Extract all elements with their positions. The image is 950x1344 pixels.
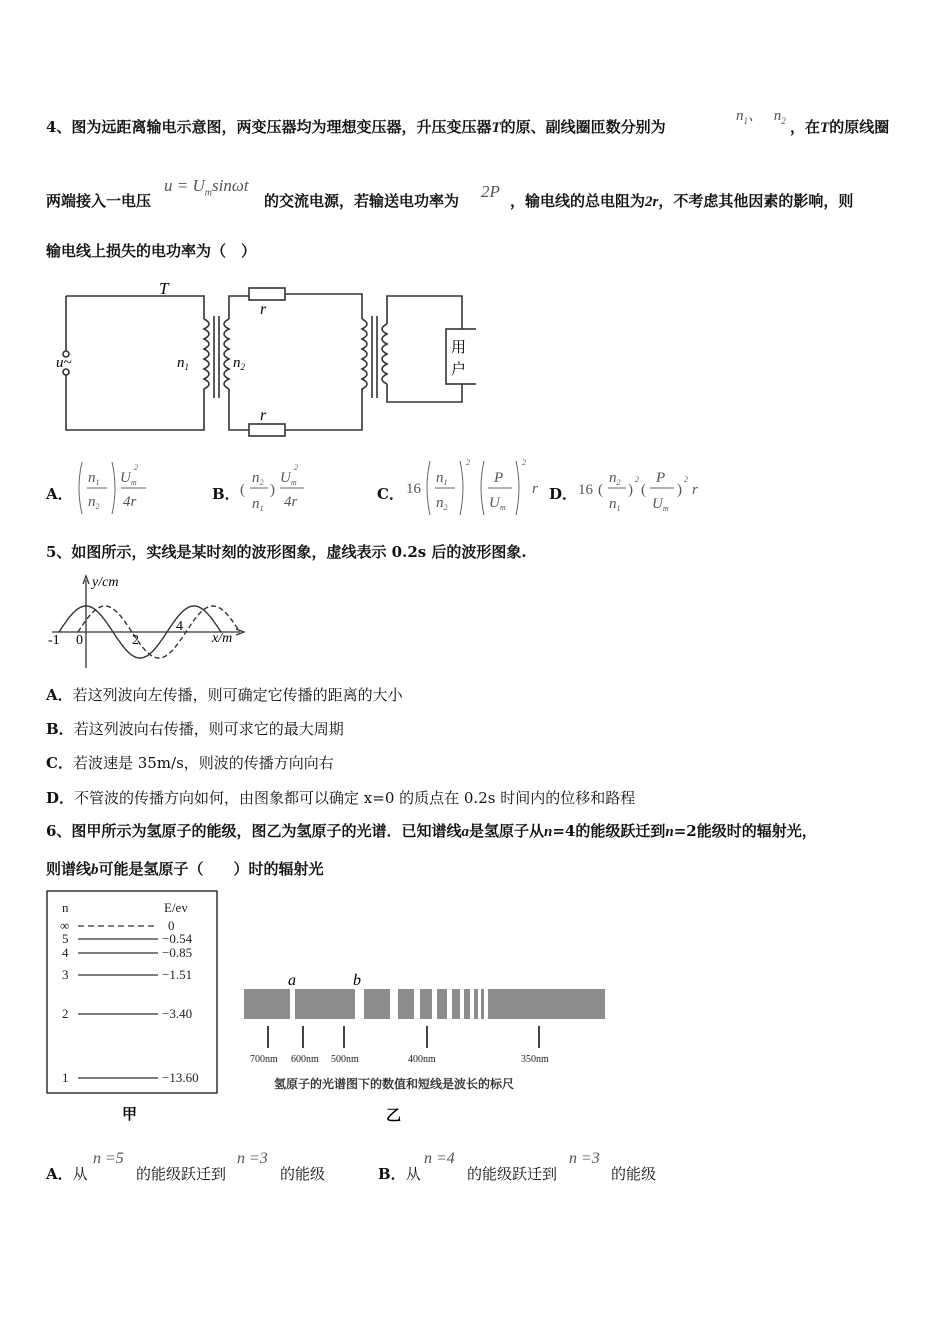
q5-stem: 5、如图所示，实线是某时刻的波形图象，虚线表示 0.2s 后的波形图象. (46, 543, 527, 561)
q6-option-B[interactable]: B．从 (378, 1165, 421, 1183)
svg-text:16: 16 (406, 481, 421, 497)
resistor-bottom (249, 424, 285, 436)
spectrum-label-b: b (353, 972, 361, 989)
svg-text:n1: $n_1$ (609, 496, 621, 513)
level-n-3: 3 (62, 967, 69, 982)
scale-600: 600nm (291, 1054, 319, 1065)
svg-text:(: ( (598, 482, 603, 498)
spectrum-band (244, 989, 290, 1019)
stepdown-primary-coil (362, 319, 367, 394)
svg-text:r: r (692, 482, 698, 498)
q6-option-A-to-level: n =3 (237, 1150, 268, 1167)
q4-option-D-label[interactable]: D． (549, 485, 578, 503)
level-e-4: −0.85 (162, 945, 193, 960)
q4-option-C-label[interactable]: C． (377, 485, 404, 503)
q4-stem-line-2b: 的交流电源，若输送电功率为 (264, 192, 460, 210)
q5-option-A[interactable]: A．若这列波向左传播，则可确定它传播的距离的大小 (46, 686, 403, 704)
tick-2: 2 (132, 633, 139, 648)
q4-stem-line-3: 输电线上损失的电功率为（ ） (46, 242, 257, 260)
level-e-1: −13.60 (162, 1070, 199, 1085)
n1-label: $n_1$ (177, 355, 189, 372)
svg-text:16: 16 (578, 482, 593, 498)
q4-option-D-formula[interactable] (576, 458, 710, 520)
level-n-inf: ∞ (60, 918, 70, 933)
svg-text:): ) (628, 482, 633, 498)
q4-option-A-label[interactable]: A． (46, 485, 73, 503)
level-n-1: 1 (62, 1070, 69, 1085)
svg-text:r: r (532, 481, 538, 497)
svg-text:(: ( (641, 482, 646, 498)
spectrum-band (481, 989, 484, 1019)
primary-top-wire (66, 296, 204, 319)
spectrum-band (420, 989, 432, 1019)
q6-option-A-mid: 的能级跃迁到 (136, 1165, 227, 1183)
q4-power-expression: 2P (481, 182, 500, 201)
level-e-inf: 0 (168, 918, 175, 933)
svg-text:Um: $U_m$ (120, 470, 137, 487)
svg-text:n2: $n_2$ (609, 470, 621, 487)
svg-text:2: 2 (466, 458, 470, 467)
q6-option-A-from-level: n =5 (93, 1150, 124, 1167)
svg-text:Um: $U_m$ (489, 495, 506, 512)
q4-option-C-formula[interactable] (404, 455, 546, 519)
q6-stem-line-1: 6、图甲所示为氢原子的能级，图乙为氢原子的光谱．已知谱线a是氢原子从n=4的能级跃迁到n=2能级时的辐射光， (46, 822, 817, 840)
level-e-3: −1.51 (162, 967, 193, 982)
svg-text:2: 2 (294, 463, 298, 472)
svg-text:): ) (270, 482, 275, 498)
q4-turns-n1-n2: $n_1$、 $n_2$ (736, 108, 786, 126)
spectrum-band (464, 989, 470, 1019)
svg-text:2: 2 (522, 458, 526, 467)
y-axis-label: y/cm (92, 575, 119, 590)
transmission-circuit-figure (46, 274, 476, 444)
svg-text:Um: $U_m$ (280, 470, 297, 487)
n-header: n (62, 900, 69, 915)
q4-stem-line-2c: ，输电线的总电阻为2r，不考虑其他因素的影响，则 (510, 192, 854, 210)
spectrum-band (364, 989, 390, 1019)
svg-text:n2: $n_2$ (88, 494, 100, 511)
tick-0: 0 (76, 633, 83, 648)
q4-option-B-label[interactable]: B． (212, 485, 240, 503)
q4-voltage-expression: $u = U_m\sin\omega t$ (164, 176, 249, 199)
stepdown-secondary-coil (382, 324, 387, 384)
tick-4: 4 (176, 619, 183, 634)
primary-coil (204, 319, 209, 394)
svg-text:n1: $n_1$ (252, 496, 264, 513)
q4-stem-line-1: 4、图为远距离输电示意图，两变压器均为理想变压器，升压变压器T的原、副线圈匝数分别为 (46, 118, 666, 136)
spectrum-band (474, 989, 478, 1019)
q5-option-D[interactable]: D．不管波的传播方向如何，由图象都可以确定 x=0 的质点在 0.2s 时间内的位移和路程 (46, 789, 636, 807)
svg-text:n2: $n_2$ (252, 470, 264, 487)
q6-option-B-from-level: n =4 (424, 1150, 455, 1167)
wave-chart (44, 570, 254, 676)
source-u-label: u~ (56, 355, 72, 371)
q6-option-B-to-level: n =3 (569, 1150, 600, 1167)
tick-neg1: -1 (48, 633, 60, 648)
scale-700: 700nm (250, 1054, 278, 1065)
svg-text:n2: $n_2$ (436, 495, 448, 512)
q5-option-B[interactable]: B．若这列波向右传播，则可求它的最大周期 (46, 720, 344, 738)
resistor-top (249, 288, 285, 300)
svg-text:Um: $U_m$ (652, 496, 669, 513)
q6-option-B-mid: 的能级跃迁到 (467, 1165, 558, 1183)
svg-text:4r: 4r (284, 494, 298, 510)
svg-text:(: ( (240, 482, 245, 498)
spectrum-band (295, 989, 355, 1019)
scale-500: 500nm (331, 1054, 359, 1065)
spectrum-band (437, 989, 447, 1019)
q6-option-A-end: 的能级 (280, 1165, 326, 1183)
spectrum-note: 氢原子的光谱图下的数值和短线是波长的标尺 (274, 1077, 515, 1091)
q6-option-A[interactable]: A．从 (46, 1165, 88, 1183)
spectrum-band (398, 989, 414, 1019)
energy-header: E/ev (164, 900, 188, 915)
svg-text:n1: $n_1$ (88, 470, 100, 487)
svg-text:P: P (494, 470, 504, 486)
r-top-label: r (260, 301, 267, 318)
q5-option-C[interactable]: C．若波速是 35m/s，则波的传播方向向右 (46, 754, 334, 772)
q4-stem-line-2: 两端接入一电压 (46, 192, 152, 210)
secondary-coil (224, 319, 229, 389)
svg-text:n1: $n_1$ (436, 470, 448, 487)
q6-stem-line-2: 则谱线b可能是氢原子（ ）时的辐射光 (46, 860, 324, 878)
r-bottom-label: r (260, 407, 267, 424)
scale-400: 400nm (408, 1054, 436, 1065)
x-axis-label: x/m (212, 631, 233, 646)
level-e-2: −3.40 (162, 1006, 193, 1021)
transformer-T-label: T (159, 279, 169, 298)
svg-text:2: 2 (134, 463, 138, 472)
svg-text:2: 2 (635, 475, 639, 484)
spectrum-band (488, 989, 605, 1019)
level-n-2: 2 (62, 1006, 69, 1021)
spectrum-label-a: a (288, 972, 296, 989)
energy-level-diagram (46, 890, 221, 1126)
svg-text:P: P (656, 470, 666, 486)
n2-label: $n_2$ (233, 355, 245, 372)
hydrogen-spectrum (240, 964, 612, 1128)
user-label-1: 用 (451, 338, 467, 356)
q4-stem-line-1b: ，在T的原线圈 (790, 118, 890, 136)
caption-jia: 甲 (122, 1105, 138, 1123)
svg-text:): ) (677, 482, 682, 498)
level-e-5: −0.54 (162, 931, 193, 946)
level-n-4: 4 (62, 945, 69, 960)
q6-option-B-end: 的能级 (611, 1165, 657, 1183)
spectrum-band (452, 989, 460, 1019)
caption-yi: 乙 (386, 1106, 402, 1124)
scale-350: 350nm (521, 1054, 549, 1065)
user-label-2: 户 (451, 360, 467, 378)
svg-text:2: 2 (684, 475, 688, 484)
q4-option-B-formula[interactable] (238, 458, 328, 518)
svg-text:4r: 4r (123, 494, 137, 510)
q4-option-A-formula[interactable] (74, 458, 164, 518)
level-n-5: 5 (62, 931, 69, 946)
primary-bottom-wire (66, 394, 204, 430)
